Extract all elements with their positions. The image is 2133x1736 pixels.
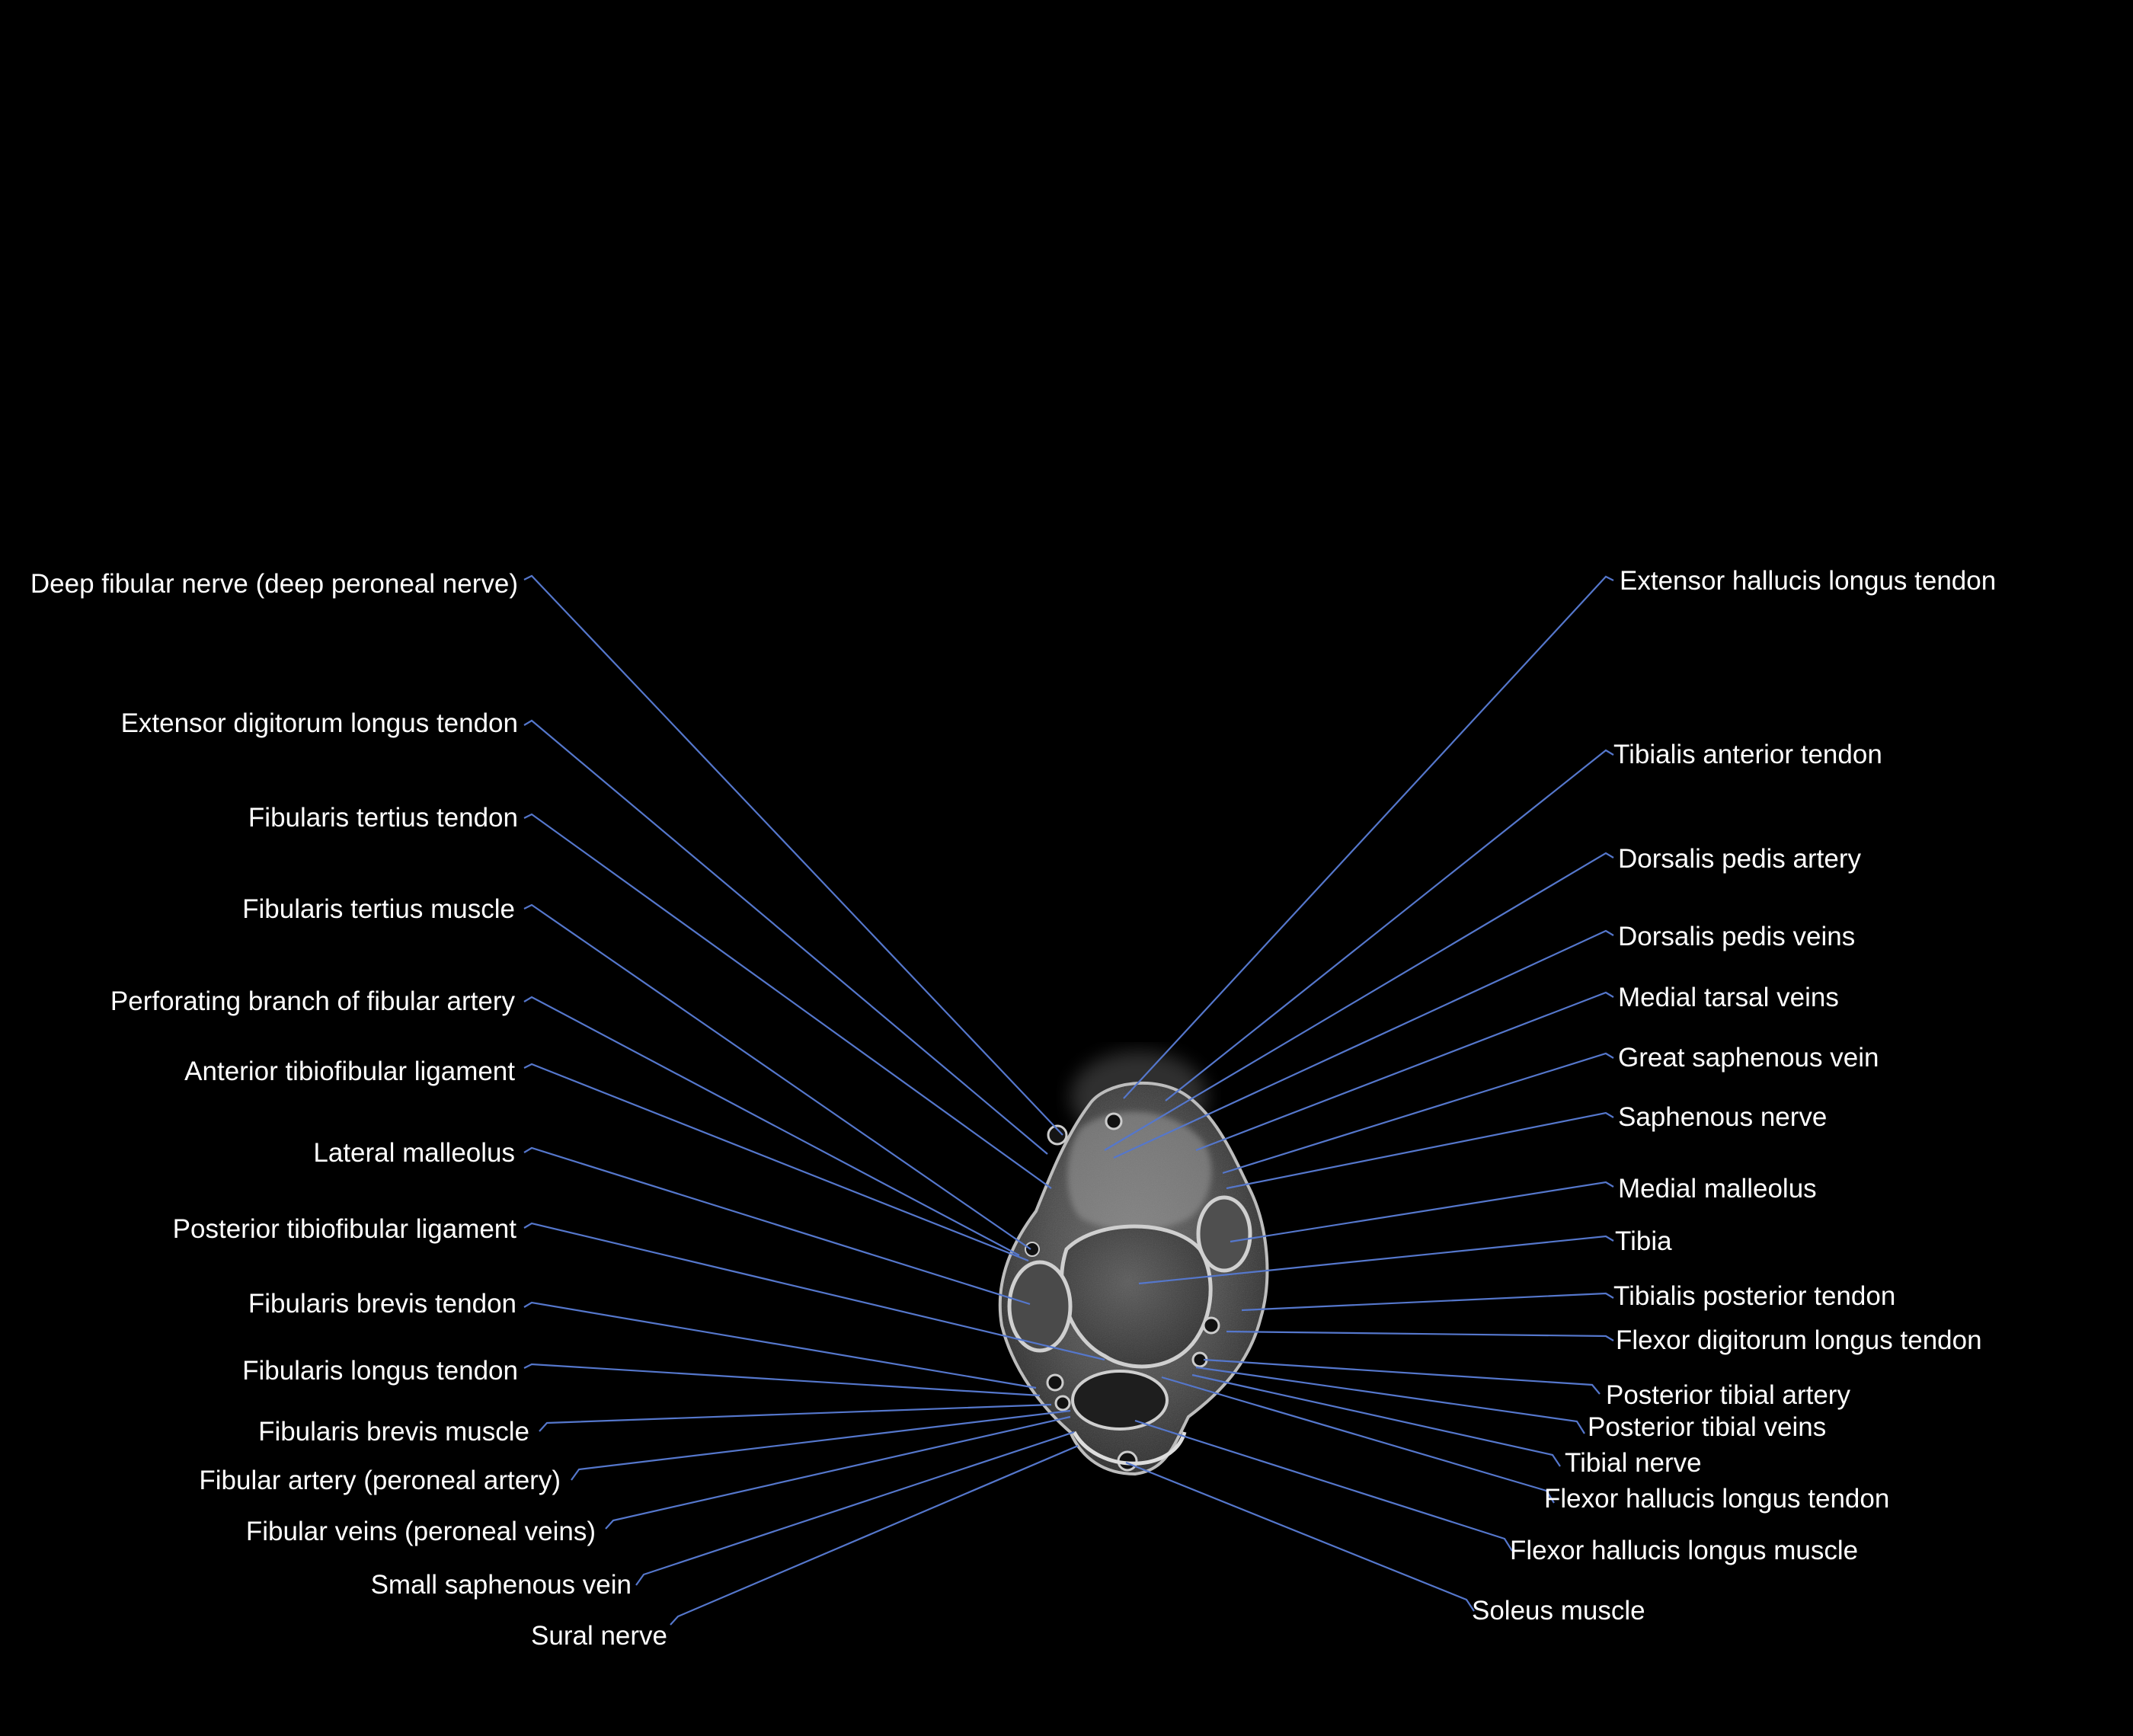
leader-line [524, 1148, 1030, 1304]
label-extensor-digitorum-longus-tendon: Extensor digitorum longus tendon [120, 708, 518, 738]
leader-line [1226, 1332, 1613, 1341]
leader-line [524, 1223, 1105, 1360]
leader-line [524, 997, 1019, 1255]
leader-line [606, 1417, 1070, 1529]
leader-line [539, 1405, 1051, 1431]
leader-line [1226, 1113, 1613, 1188]
leader-line [1124, 577, 1613, 1098]
label-lateral-malleolus: Lateral malleolus [313, 1138, 515, 1168]
leader-line [1223, 1053, 1613, 1173]
label-perforating-branch-fibular-artery: Perforating branch of fibular artery [110, 986, 515, 1016]
leader-line [1126, 1463, 1474, 1611]
label-small-saphenous-vein: Small saphenous vein [370, 1570, 632, 1600]
label-tibialis-anterior-tendon: Tibialis anterior tendon [1613, 740, 1882, 769]
label-fibularis-tertius-muscle: Fibularis tertius muscle [242, 894, 515, 924]
label-posterior-tibiofibular-ligament: Posterior tibiofibular ligament [172, 1214, 516, 1244]
leader-line [1135, 1421, 1512, 1551]
label-fibular-artery: Fibular artery (peroneal artery) [199, 1466, 561, 1495]
label-tibial-nerve: Tibial nerve [1565, 1448, 1702, 1478]
label-fibularis-brevis-tendon: Fibularis brevis tendon [248, 1289, 516, 1319]
label-dorsalis-pedis-veins: Dorsalis pedis veins [1618, 922, 1856, 951]
leader-line [524, 1064, 1028, 1261]
label-anterior-tibiofibular-ligament: Anterior tibiofibular ligament [184, 1057, 515, 1086]
label-flexor-hallucis-longus-muscle: Flexor hallucis longus muscle [1510, 1536, 1859, 1565]
label-extensor-hallucis-longus-tendon: Extensor hallucis longus tendon [1620, 566, 1997, 596]
label-dorsalis-pedis-artery: Dorsalis pedis artery [1618, 844, 1861, 874]
label-deep-fibular-nerve: Deep fibular nerve (deep peroneal nerve) [30, 569, 518, 599]
leader-line [1139, 1236, 1613, 1284]
leader-line [1192, 1375, 1560, 1466]
label-great-saphenous-vein: Great saphenous vein [1618, 1043, 1879, 1073]
label-medial-malleolus: Medial malleolus [1618, 1174, 1817, 1204]
leader-line [1105, 853, 1613, 1150]
leader-line [1242, 1293, 1613, 1310]
label-posterior-tibial-artery: Posterior tibial artery [1606, 1380, 1850, 1410]
leader-line [1166, 750, 1613, 1101]
label-flexor-digitorum-longus-tendon: Flexor digitorum longus tendon [1616, 1325, 1982, 1355]
label-fibular-veins: Fibular veins (peroneal veins) [245, 1517, 596, 1546]
label-tibialis-posterior-tendon: Tibialis posterior tendon [1613, 1281, 1896, 1311]
label-posterior-tibial-veins: Posterior tibial veins [1588, 1412, 1827, 1442]
label-fibularis-longus-tendon: Fibularis longus tendon [242, 1356, 518, 1386]
label-flexor-hallucis-longus-tendon: Flexor hallucis longus tendon [1544, 1484, 1890, 1514]
label-soleus-muscle: Soleus muscle [1472, 1596, 1645, 1626]
leader-line [1114, 931, 1613, 1158]
label-tibia: Tibia [1615, 1226, 1672, 1256]
label-fibularis-brevis-muscle: Fibularis brevis muscle [258, 1417, 529, 1447]
leader-line [524, 721, 1047, 1154]
leader-line [524, 576, 1063, 1135]
leader-line [1162, 1377, 1554, 1503]
leader-line [1230, 1182, 1613, 1242]
leader-line [670, 1446, 1078, 1625]
label-fibularis-tertius-tendon: Fibularis tertius tendon [248, 803, 518, 833]
leader-line [524, 1364, 1040, 1396]
label-saphenous-nerve: Saphenous nerve [1618, 1102, 1828, 1132]
label-sural-nerve: Sural nerve [531, 1621, 667, 1651]
label-medial-tarsal-veins: Medial tarsal veins [1618, 983, 1839, 1012]
leader-line [571, 1411, 1070, 1480]
leader-line [1196, 1367, 1585, 1434]
leader-line [524, 1303, 1036, 1388]
